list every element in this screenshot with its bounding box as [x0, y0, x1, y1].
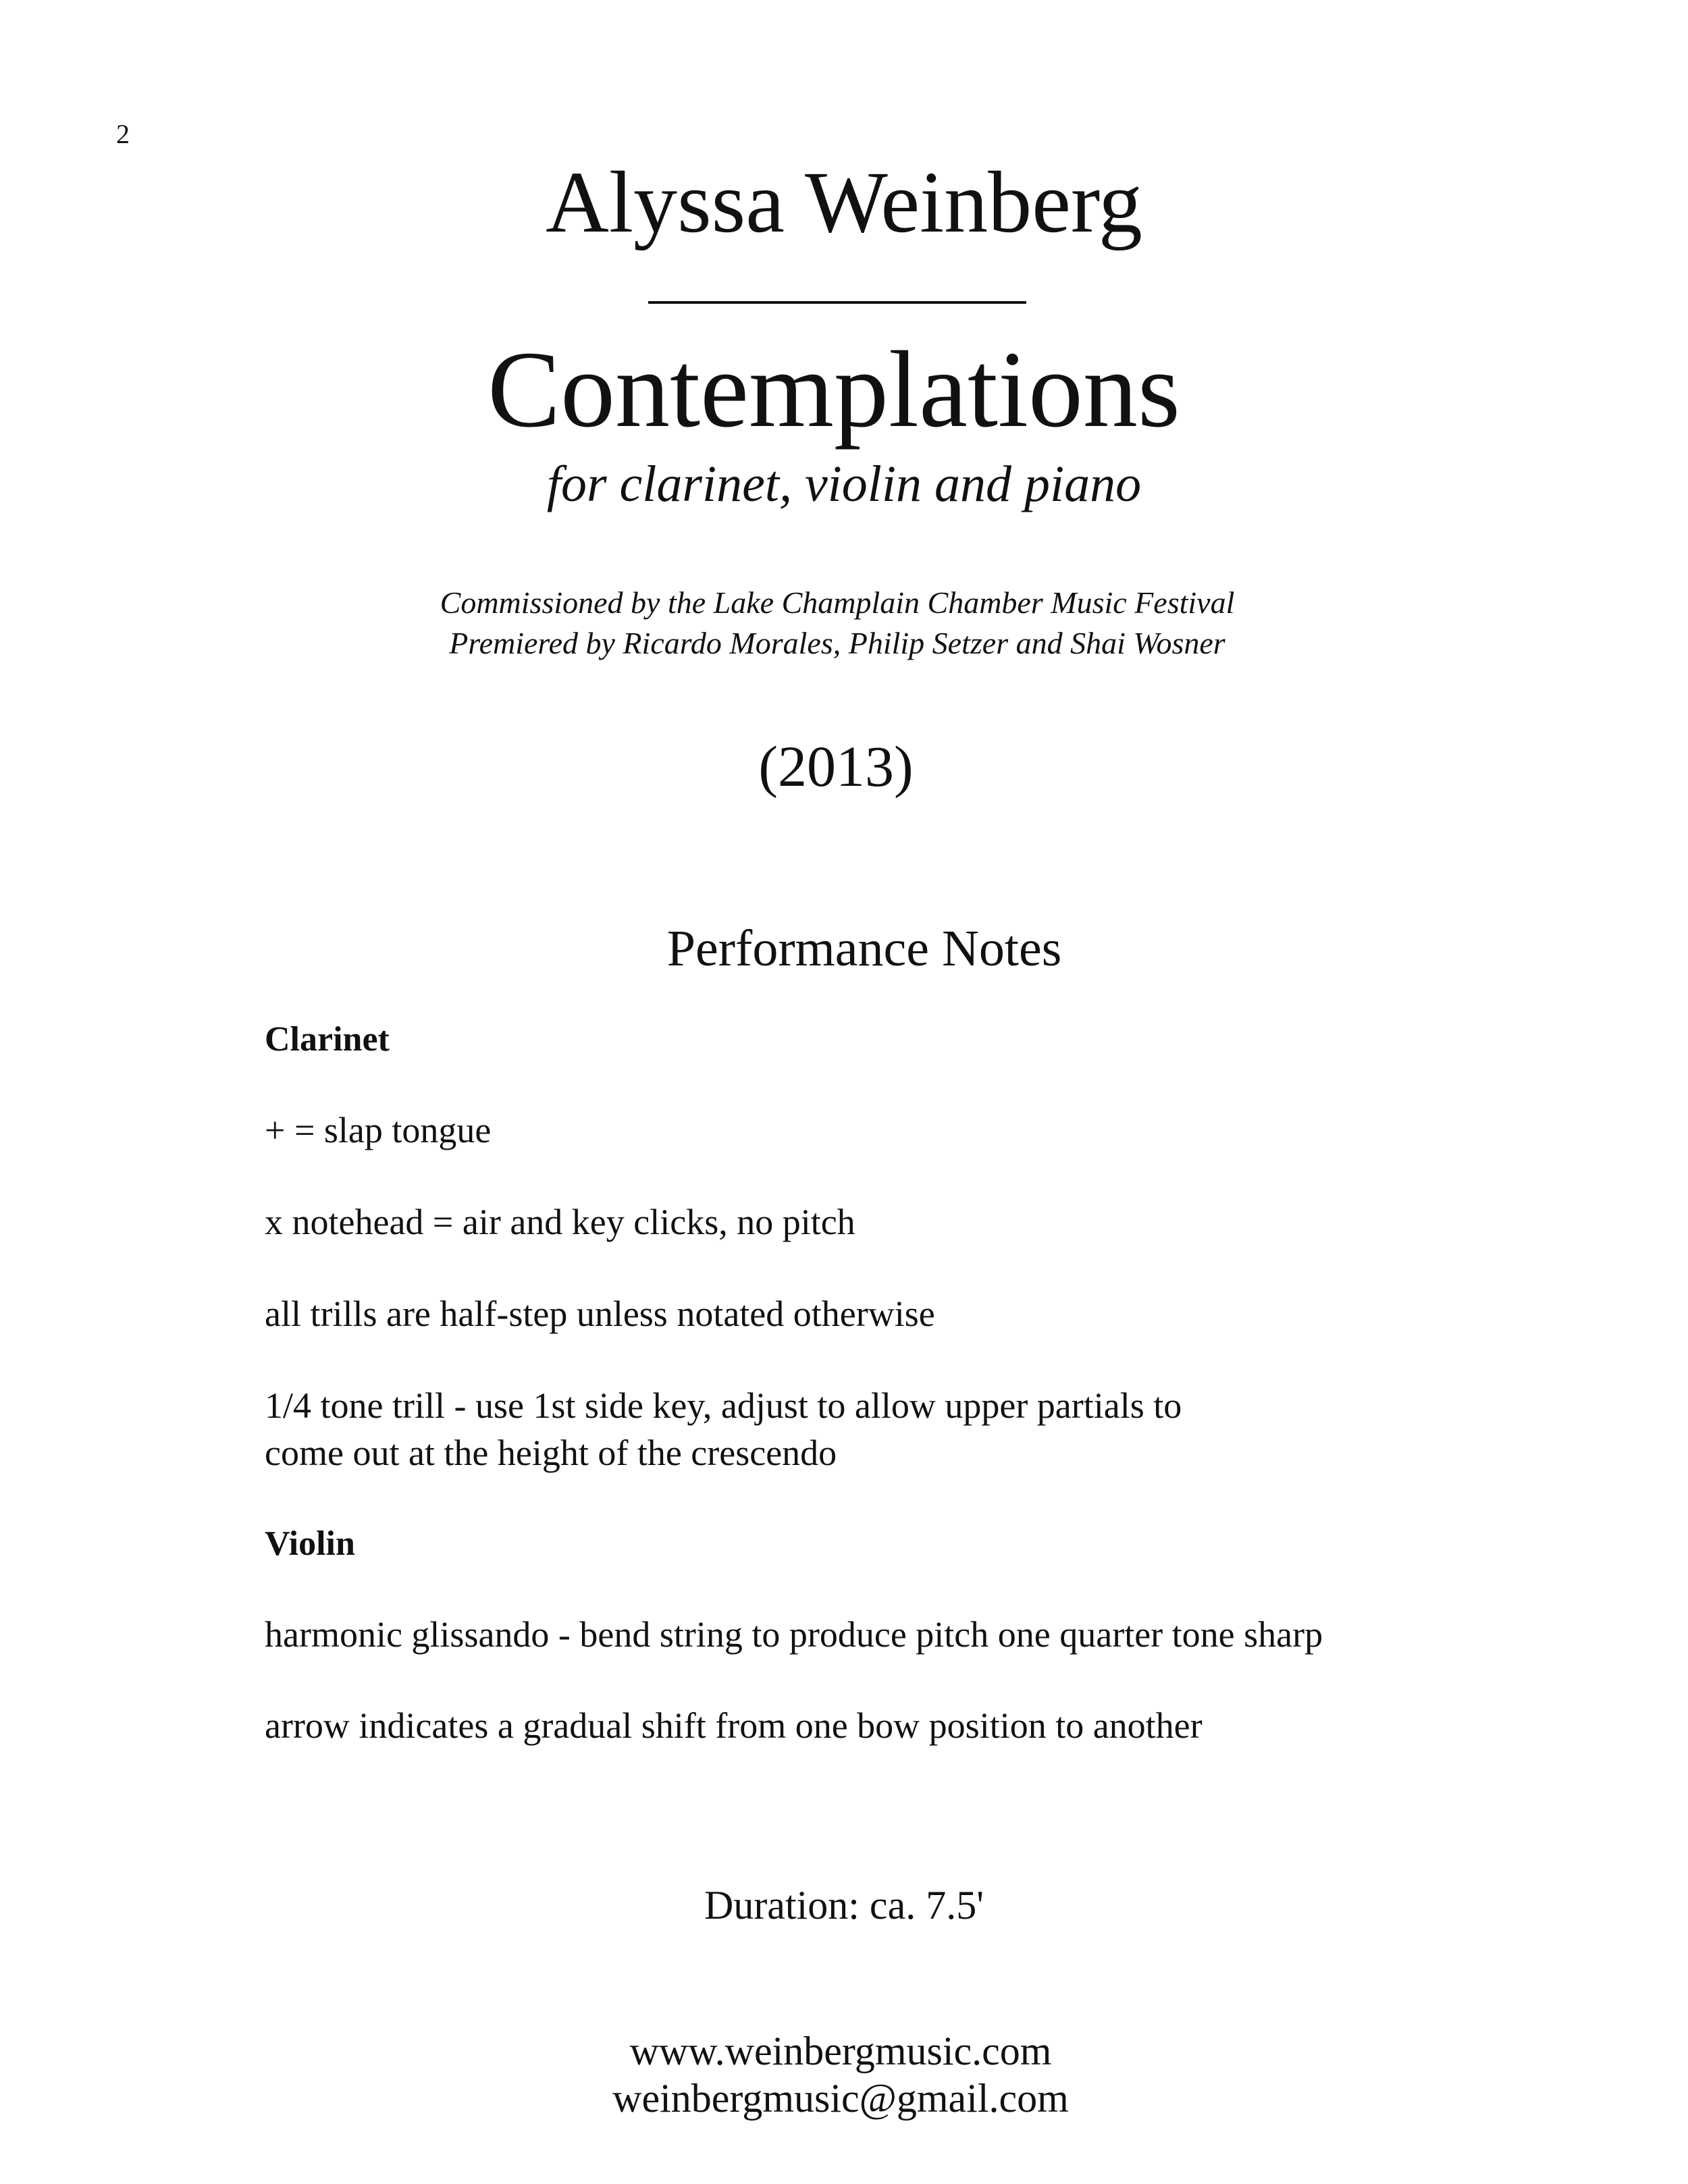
title-divider [648, 301, 1026, 304]
composition-year: (2013) [758, 734, 914, 799]
page-number: 2 [116, 119, 130, 149]
email-link[interactable]: weinbergmusic@gmail.com [612, 2076, 1069, 2121]
instrumentation-subtitle: for clarinet, violin and piano [546, 456, 1142, 512]
violin-heading: Violin [265, 1524, 355, 1563]
clarinet-note-trills: all trills are half-step unless notated otherwise [265, 1294, 935, 1334]
duration: Duration: ca. 7.5' [704, 1883, 984, 1927]
clarinet-note-quarter-tone-line1: 1/4 tone trill - use 1st side key, adjust to allow upper partials to [265, 1385, 1182, 1426]
website-link[interactable]: www.weinbergmusic.com [629, 2029, 1052, 2073]
clarinet-heading: Clarinet [265, 1020, 390, 1059]
premiere-credit: Premiered by Ricardo Morales, Philip Setzer and Shai Wosner [449, 626, 1225, 660]
commission-credit: Commissioned by the Lake Champlain Chamber Music Festival [440, 585, 1235, 620]
violin-note-bow-position-arrow: arrow indicates a gradual shift from one bow position to another [265, 1705, 1203, 1746]
clarinet-note-slap-tongue: + = slap tongue [265, 1110, 492, 1150]
violin-note-harmonic-glissando: harmonic glissando - bend string to produce pitch one quarter tone sharp [265, 1614, 1323, 1655]
piece-title: Contemplations [487, 329, 1180, 450]
performance-notes-heading: Performance Notes [666, 920, 1062, 977]
clarinet-note-quarter-tone-line2: come out at the height of the crescendo [265, 1433, 837, 1473]
clarinet-note-x-notehead: x notehead = air and key clicks, no pitch [265, 1202, 855, 1242]
composer-name: Alyssa Weinberg [546, 154, 1142, 251]
